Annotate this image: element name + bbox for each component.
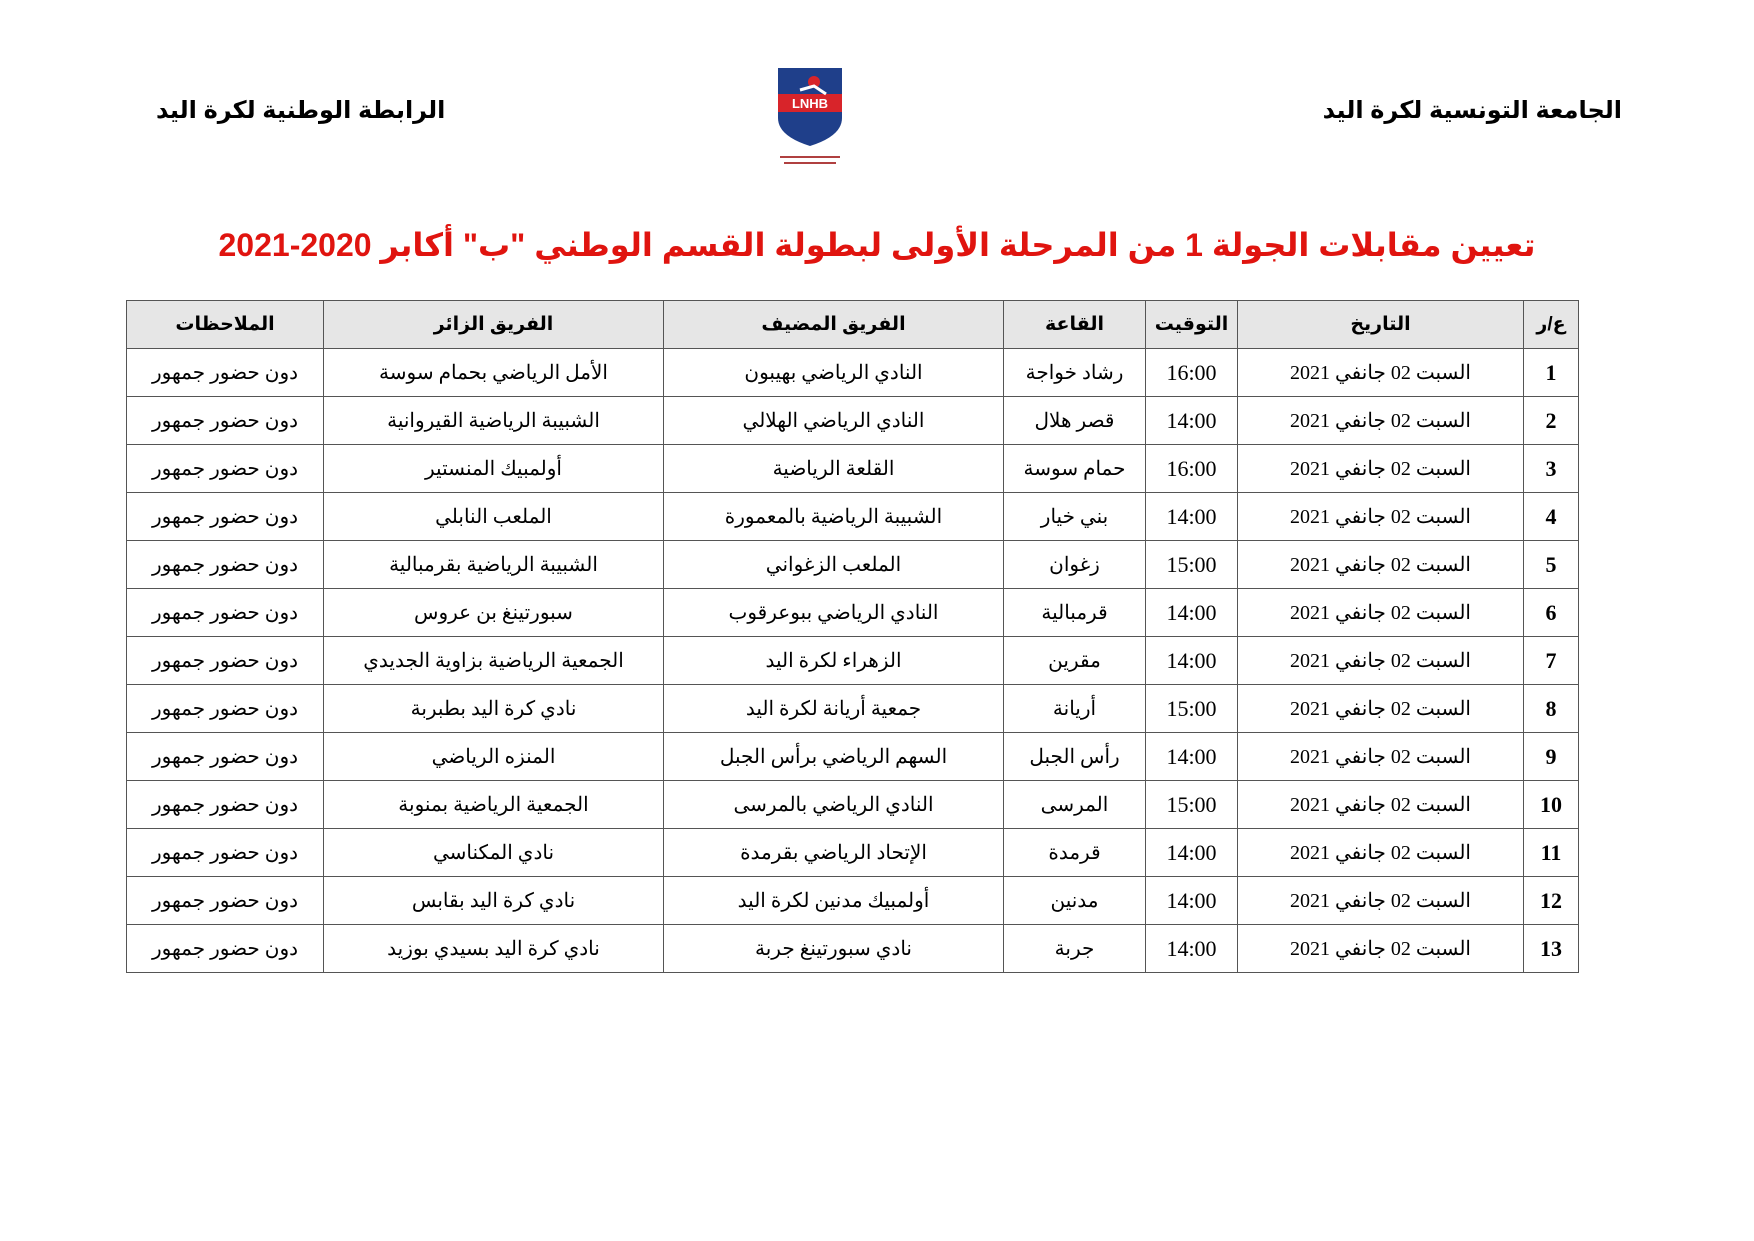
lnhb-logo [770,64,850,176]
table-row [127,541,1579,589]
cell-venue: رأس الجبل [1004,733,1146,781]
cell-num: 8 [1524,685,1579,733]
cell-date: السبت 02 جانفي 2021 [1238,637,1524,685]
header-home-team: الفريق المضيف [664,301,1004,349]
table-row [127,349,1579,397]
cell-notes: دون حضور جمهور [127,733,324,781]
cell-home-team: القلعة الرياضية [664,445,1004,493]
cell-venue: بني خيار [1004,493,1146,541]
schedule-table [126,300,1579,973]
cell-num: 1 [1524,349,1579,397]
cell-home-team: الزهراء لكرة اليد [664,637,1004,685]
table-row [127,685,1579,733]
table-row [127,877,1579,925]
cell-notes: دون حضور جمهور [127,493,324,541]
cell-time: 14:00 [1146,733,1238,781]
cell-date: السبت 02 جانفي 2021 [1238,733,1524,781]
table-row [127,637,1579,685]
cell-date: السبت 02 جانفي 2021 [1238,589,1524,637]
header-notes: الملاحظات [127,301,324,349]
cell-time: 14:00 [1146,637,1238,685]
cell-venue: أريانة [1004,685,1146,733]
cell-time: 16:00 [1146,445,1238,493]
cell-notes: دون حضور جمهور [127,685,324,733]
table-row [127,733,1579,781]
cell-venue: رشاد خواجة [1004,349,1146,397]
cell-home-team: نادي سبورتينغ جربة [664,925,1004,973]
cell-away-team: نادي كرة اليد بسيدي بوزيد [324,925,664,973]
header-away-team: الفريق الزائر [324,301,664,349]
header-time: التوقيت [1146,301,1238,349]
cell-venue: حمام سوسة [1004,445,1146,493]
cell-away-team: الملعب النابلي [324,493,664,541]
federation-name: الجامعة التونسية لكرة اليد [1322,97,1622,124]
cell-num: 10 [1524,781,1579,829]
cell-date: السبت 02 جانفي 2021 [1238,541,1524,589]
cell-time: 16:00 [1146,349,1238,397]
cell-notes: دون حضور جمهور [127,637,324,685]
table-row [127,589,1579,637]
cell-home-team: النادي الرياضي ببوعرقوب [664,589,1004,637]
table-row [127,781,1579,829]
logo-text: LNHB [791,96,829,111]
cell-home-team: السهم الرياضي برأس الجبل [664,733,1004,781]
cell-time: 14:00 [1146,877,1238,925]
cell-away-team: المنزه الرياضي [324,733,664,781]
cell-num: 3 [1524,445,1579,493]
cell-venue: مقرين [1004,637,1146,685]
cell-venue: زغوان [1004,541,1146,589]
table-row [127,829,1579,877]
cell-home-team: الشبيبة الرياضية بالمعمورة [664,493,1004,541]
logo-caption-line-2 [784,162,836,164]
cell-time: 14:00 [1146,397,1238,445]
cell-away-team: نادي المكناسي [324,829,664,877]
header-num: ع/ر [1524,301,1579,349]
cell-date: السبت 02 جانفي 2021 [1238,925,1524,973]
cell-away-team: نادي كرة اليد بقابس [324,877,664,925]
cell-venue: قصر هلال [1004,397,1146,445]
cell-home-team: الملعب الزغواني [664,541,1004,589]
cell-home-team: أولمبيك مدنين لكرة اليد [664,877,1004,925]
schedule-table-wrapper [126,300,1578,973]
league-name: الرابطة الوطنية لكرة اليد [156,97,446,124]
cell-away-team: الشبيبة الرياضية القيروانية [324,397,664,445]
page-title: تعيين مقابلات الجولة 1 من المرحلة الأولى لبطولة القسم الوطني "ب" أكابر 2020-2021 [218,227,1536,263]
cell-date: السبت 02 جانفي 2021 [1238,445,1524,493]
cell-time: 14:00 [1146,589,1238,637]
cell-date: السبت 02 جانفي 2021 [1238,493,1524,541]
cell-home-team: النادي الرياضي الهلالي [664,397,1004,445]
cell-time: 14:00 [1146,925,1238,973]
cell-num: 2 [1524,397,1579,445]
cell-time: 15:00 [1146,685,1238,733]
header-venue: القاعة [1004,301,1146,349]
cell-away-team: نادي كرة اليد بطبربة [324,685,664,733]
cell-time: 15:00 [1146,781,1238,829]
cell-date: السبت 02 جانفي 2021 [1238,349,1524,397]
cell-notes: دون حضور جمهور [127,445,324,493]
cell-notes: دون حضور جمهور [127,925,324,973]
cell-venue: قرمدة [1004,829,1146,877]
cell-home-team: النادي الرياضي بهيبون [664,349,1004,397]
cell-away-team: الأمل الرياضي بحمام سوسة [324,349,664,397]
cell-away-team: أولمبيك المنستير [324,445,664,493]
cell-venue: جربة [1004,925,1146,973]
cell-num: 4 [1524,493,1579,541]
header-date: التاريخ [1238,301,1524,349]
cell-notes: دون حضور جمهور [127,349,324,397]
cell-date: السبت 02 جانفي 2021 [1238,829,1524,877]
cell-home-team: الإتحاد الرياضي بقرمدة [664,829,1004,877]
cell-num: 12 [1524,877,1579,925]
cell-notes: دون حضور جمهور [127,541,324,589]
table-row [127,493,1579,541]
cell-time: 15:00 [1146,541,1238,589]
cell-num: 7 [1524,637,1579,685]
cell-notes: دون حضور جمهور [127,781,324,829]
cell-notes: دون حضور جمهور [127,829,324,877]
cell-home-team: النادي الرياضي بالمرسى [664,781,1004,829]
cell-venue: مدنين [1004,877,1146,925]
cell-num: 13 [1524,925,1579,973]
cell-home-team: جمعية أريانة لكرة اليد [664,685,1004,733]
cell-date: السبت 02 جانفي 2021 [1238,877,1524,925]
cell-num: 9 [1524,733,1579,781]
cell-date: السبت 02 جانفي 2021 [1238,781,1524,829]
cell-away-team: الجمعية الرياضية بزاوية الجديدي [324,637,664,685]
cell-away-team: الشبيبة الرياضية بقرمبالية [324,541,664,589]
cell-num: 5 [1524,541,1579,589]
cell-away-team: الجمعية الرياضية بمنوبة [324,781,664,829]
cell-notes: دون حضور جمهور [127,877,324,925]
cell-time: 14:00 [1146,493,1238,541]
cell-time: 14:00 [1146,829,1238,877]
cell-num: 11 [1524,829,1579,877]
table-header-row [127,301,1579,349]
cell-away-team: سبورتينغ بن عروس [324,589,664,637]
cell-notes: دون حضور جمهور [127,589,324,637]
cell-num: 6 [1524,589,1579,637]
cell-date: السبت 02 جانفي 2021 [1238,397,1524,445]
logo-caption-line [780,156,840,158]
cell-date: السبت 02 جانفي 2021 [1238,685,1524,733]
table-row [127,925,1579,973]
table-body [127,349,1579,973]
table-row [127,397,1579,445]
cell-venue: قرمبالية [1004,589,1146,637]
cell-venue: المرسى [1004,781,1146,829]
cell-notes: دون حضور جمهور [127,397,324,445]
table-row [127,445,1579,493]
